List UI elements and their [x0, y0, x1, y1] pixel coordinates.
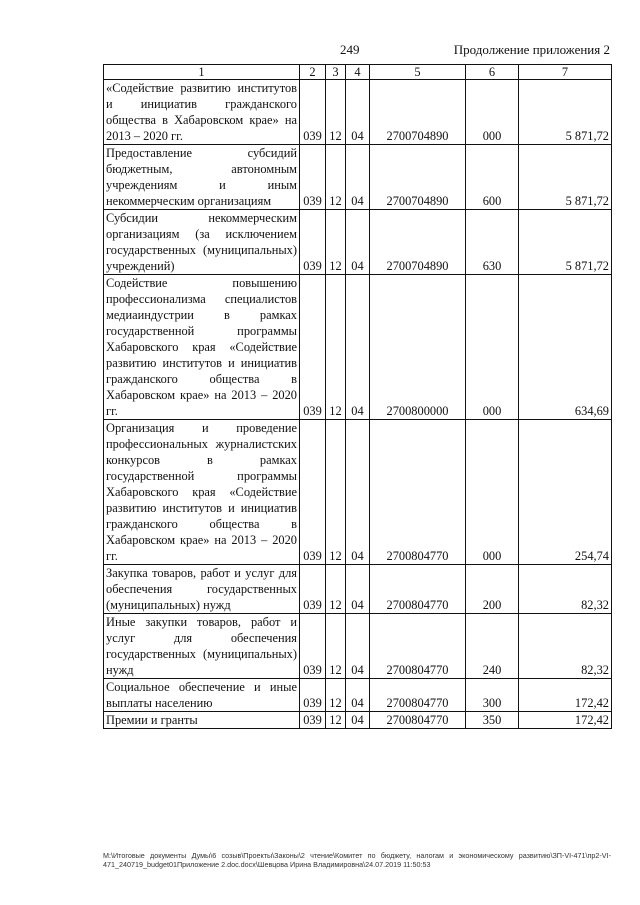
code-cell: 04 [346, 712, 370, 729]
code-cell: 12 [326, 565, 346, 614]
code-cell: 2700704890 [370, 80, 466, 145]
amount-cell: 172,42 [519, 679, 612, 712]
code-cell: 2700804770 [370, 679, 466, 712]
table-row [104, 420, 612, 565]
budget-table [103, 64, 612, 729]
code-cell: 350 [466, 712, 519, 729]
code-cell: 04 [346, 210, 370, 275]
row-name-cell: Организация и проведение профессиональных журналистских конкурсов в рамках государственной программы Хабаровского края «Содействие развитию институтов и инициатив гражданского общества в Хабаровском крае» на 2013 – 2020 гг. [104, 420, 300, 565]
code-cell: 2700804770 [370, 614, 466, 679]
row-name-cell: Иные закупки товаров, работ и услуг для обеспечения государственных (муниципальных) нужд [104, 614, 300, 679]
table-row [104, 275, 612, 420]
table-row [104, 565, 612, 614]
page-number: 249 [340, 42, 360, 57]
code-cell: 12 [326, 275, 346, 420]
column-header: 7 [519, 65, 612, 80]
code-cell: 12 [326, 712, 346, 729]
amount-cell: 82,32 [519, 614, 612, 679]
amount-cell: 254,74 [519, 420, 612, 565]
code-cell: 2700804770 [370, 565, 466, 614]
code-cell: 04 [346, 275, 370, 420]
table-row [104, 679, 612, 712]
amount-cell: 5 871,72 [519, 145, 612, 210]
amount-cell: 634,69 [519, 275, 612, 420]
code-cell: 039 [300, 80, 326, 145]
code-cell: 000 [466, 420, 519, 565]
row-name-cell: Содействие повышению профессионализма специалистов медиаиндустрии в рамках государственной программы Хабаровского края «Содействие развитию институтов и инициатив гражданского общества в Хабаровском крае» на 2013 – 2020 гг. [104, 275, 300, 420]
table-row [104, 80, 612, 145]
row-name-cell: Социальное обеспечение и иные выплаты населению [104, 679, 300, 712]
row-name-cell: Закупка товаров, работ и услуг для обеспечения государственных (муниципальных) нужд [104, 565, 300, 614]
code-cell: 12 [326, 420, 346, 565]
table-row [104, 145, 612, 210]
code-cell: 039 [300, 614, 326, 679]
code-cell: 04 [346, 679, 370, 712]
amount-cell: 82,32 [519, 565, 612, 614]
code-cell: 12 [326, 80, 346, 145]
table-row [104, 614, 612, 679]
code-cell: 039 [300, 275, 326, 420]
code-cell: 200 [466, 565, 519, 614]
code-cell: 12 [326, 614, 346, 679]
column-header: 4 [346, 65, 370, 80]
column-header: 1 [104, 65, 300, 80]
continuation-caption: Продолжение приложения 2 [453, 42, 610, 57]
code-cell: 039 [300, 679, 326, 712]
amount-cell: 5 871,72 [519, 80, 612, 145]
table-row [104, 712, 612, 729]
code-cell: 04 [346, 80, 370, 145]
code-cell: 039 [300, 145, 326, 210]
code-cell: 12 [326, 679, 346, 712]
code-cell: 12 [326, 210, 346, 275]
column-header: 3 [326, 65, 346, 80]
code-cell: 2700704890 [370, 145, 466, 210]
code-cell: 630 [466, 210, 519, 275]
code-cell: 039 [300, 420, 326, 565]
footer-file-path: M:\Итоговые документы Думы\6 созыв\Проекты\Законы\2 чтение\Комитет по бюджету, налогам и экономическому развитию\ЗП-VI-471\пр2-VI-471_240719_budget01Приложение 2.doc.docx\Шевцова Ирина Владимировна\24.07.2019 11:50:53 [103, 851, 611, 869]
code-cell: 04 [346, 565, 370, 614]
code-cell: 2700800000 [370, 275, 466, 420]
code-cell: 000 [466, 275, 519, 420]
row-name-cell: Предоставление субсидий бюджетным, автономным учреждениям и иным некоммерческим организациям [104, 145, 300, 210]
code-cell: 000 [466, 80, 519, 145]
amount-cell: 172,42 [519, 712, 612, 729]
code-cell: 2700704890 [370, 210, 466, 275]
code-cell: 240 [466, 614, 519, 679]
code-cell: 600 [466, 145, 519, 210]
amount-cell: 5 871,72 [519, 210, 612, 275]
code-cell: 04 [346, 145, 370, 210]
table-body [104, 80, 612, 729]
row-name-cell: «Содействие развитию институтов и инициатив гражданского общества в Хабаровском крае» на 2013 – 2020 гг. [104, 80, 300, 145]
code-cell: 04 [346, 614, 370, 679]
table-header-row [104, 65, 612, 80]
row-name-cell: Субсидии некоммерческим организациям (за исключением государственных (муниципальных) учреждений) [104, 210, 300, 275]
code-cell: 2700804770 [370, 420, 466, 565]
code-cell: 2700804770 [370, 712, 466, 729]
code-cell: 039 [300, 565, 326, 614]
code-cell: 039 [300, 210, 326, 275]
code-cell: 300 [466, 679, 519, 712]
table-row [104, 210, 612, 275]
column-header: 5 [370, 65, 466, 80]
code-cell: 12 [326, 145, 346, 210]
column-header: 6 [466, 65, 519, 80]
code-cell: 04 [346, 420, 370, 565]
code-cell: 039 [300, 712, 326, 729]
row-name-cell: Премии и гранты [104, 712, 300, 729]
column-header: 2 [300, 65, 326, 80]
